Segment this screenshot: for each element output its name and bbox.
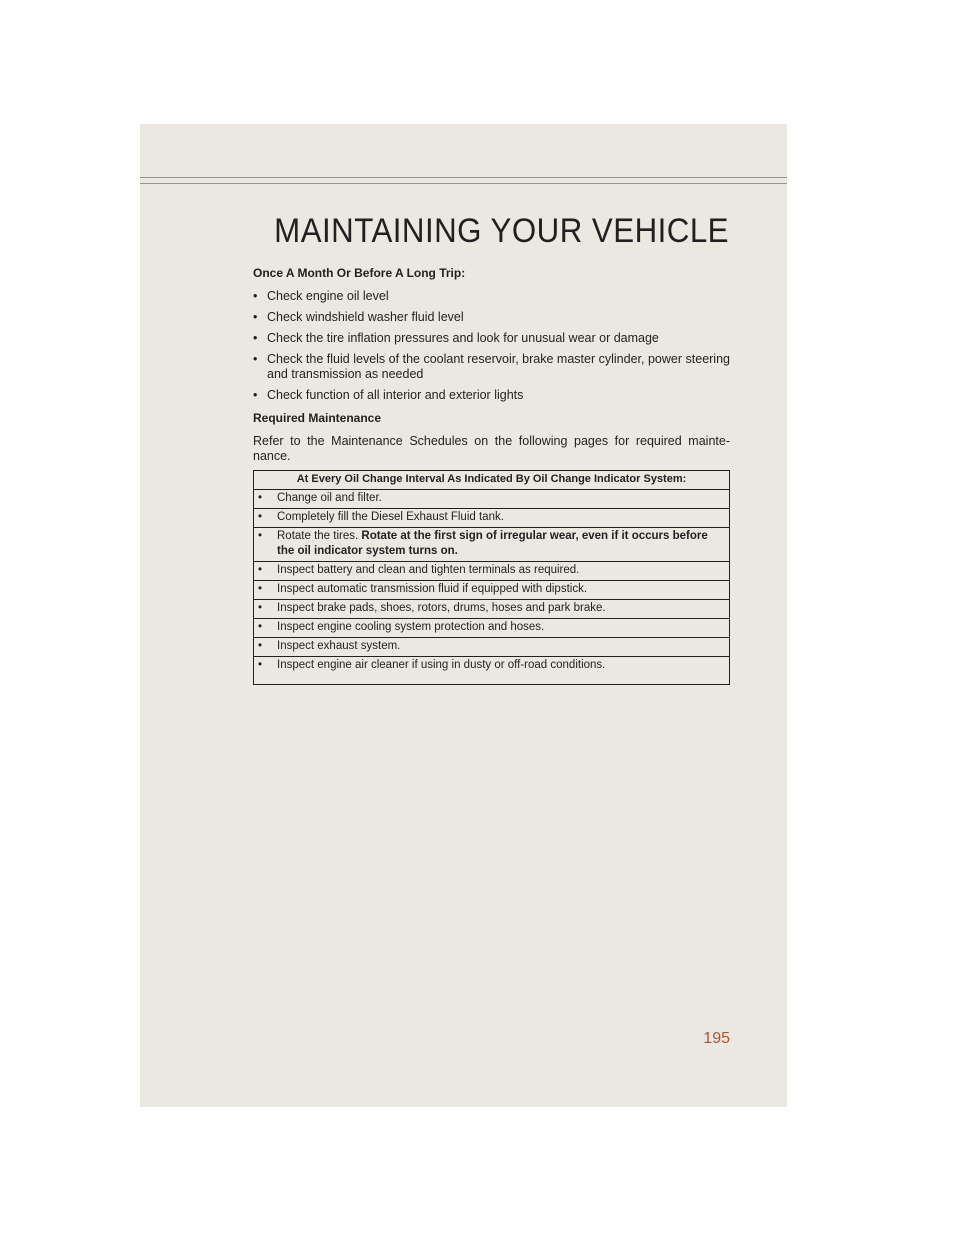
required-maintenance-heading: Required Maintenance <box>253 411 382 425</box>
list-item: • Check engine oil level <box>253 289 389 303</box>
table-row <box>254 490 730 509</box>
bullet-icon: • <box>253 289 258 303</box>
list-item: • Check the fluid levels of the coolant reservoir, brake master cylinder, power steering and transmission as needed <box>253 352 730 381</box>
header-rule-bottom <box>140 183 787 184</box>
bullet-icon: • <box>258 621 263 633</box>
row-text: Inspect automatic transmission fluid if equipped with dipstick. <box>277 583 588 595</box>
table-row <box>254 600 730 619</box>
row-text: Rotate the tires. <box>277 530 359 542</box>
table-row <box>254 581 730 600</box>
table-row <box>254 509 730 528</box>
bullet-icon: • <box>253 388 258 402</box>
bullet-icon: • <box>253 310 258 324</box>
row-text: Inspect brake pads, shoes, rotors, drums, hoses and park brake. <box>277 602 606 614</box>
table-header-row <box>254 471 730 490</box>
bullet-icon: • <box>258 640 263 652</box>
table-row <box>254 562 730 581</box>
bullet-icon: • <box>258 530 263 542</box>
row-text: Inspect engine cooling system protection and hoses. <box>277 621 545 633</box>
list-item: • Check function of all interior and exterior lights <box>253 388 524 402</box>
row-text: Inspect exhaust system. <box>277 640 401 652</box>
section-title: MAINTAINING YOUR VEHICLE <box>274 211 729 250</box>
row-text: Change oil and filter. <box>277 492 382 504</box>
monthly-checklist <box>253 289 730 403</box>
bullet-icon: • <box>258 492 263 504</box>
bullet-icon: • <box>258 564 263 576</box>
list-item: • Check the tire inflation pressures and look for unusual wear or damage <box>253 331 659 345</box>
row-note: Rotate at the first sign of irregular wear, even if it occurs before the oil indicator system turns on. <box>277 530 708 557</box>
page-number: 195 <box>703 1030 730 1047</box>
table-row <box>254 528 730 562</box>
bullet-icon: • <box>258 511 263 523</box>
monthly-check-heading: Once A Month Or Before A Long Trip: <box>253 266 466 280</box>
row-text: Completely fill the Diesel Exhaust Fluid tank. <box>277 511 504 523</box>
page-content <box>253 266 730 685</box>
required-maintenance-intro: Refer to the Maintenance Schedules on the following pages for required mainte-nance. <box>253 434 730 463</box>
header-rule-top <box>140 177 787 178</box>
bullet-icon: • <box>258 659 263 671</box>
bullet-icon: • <box>258 602 263 614</box>
list-item: • Check windshield washer fluid level <box>253 310 464 324</box>
bullet-icon: • <box>253 352 258 366</box>
row-text: Inspect battery and clean and tighten terminals as required. <box>277 564 580 576</box>
row-text: Inspect engine air cleaner if using in dusty or off-road conditions. <box>277 659 606 671</box>
bullet-icon: • <box>258 583 263 595</box>
table-row <box>254 638 730 657</box>
oil-change-schedule-table <box>253 470 730 685</box>
table-header: At Every Oil Change Interval As Indicated By Oil Change Indicator System: <box>254 471 730 490</box>
table-row <box>254 657 730 685</box>
table-row <box>254 619 730 638</box>
bullet-icon: • <box>253 331 258 345</box>
